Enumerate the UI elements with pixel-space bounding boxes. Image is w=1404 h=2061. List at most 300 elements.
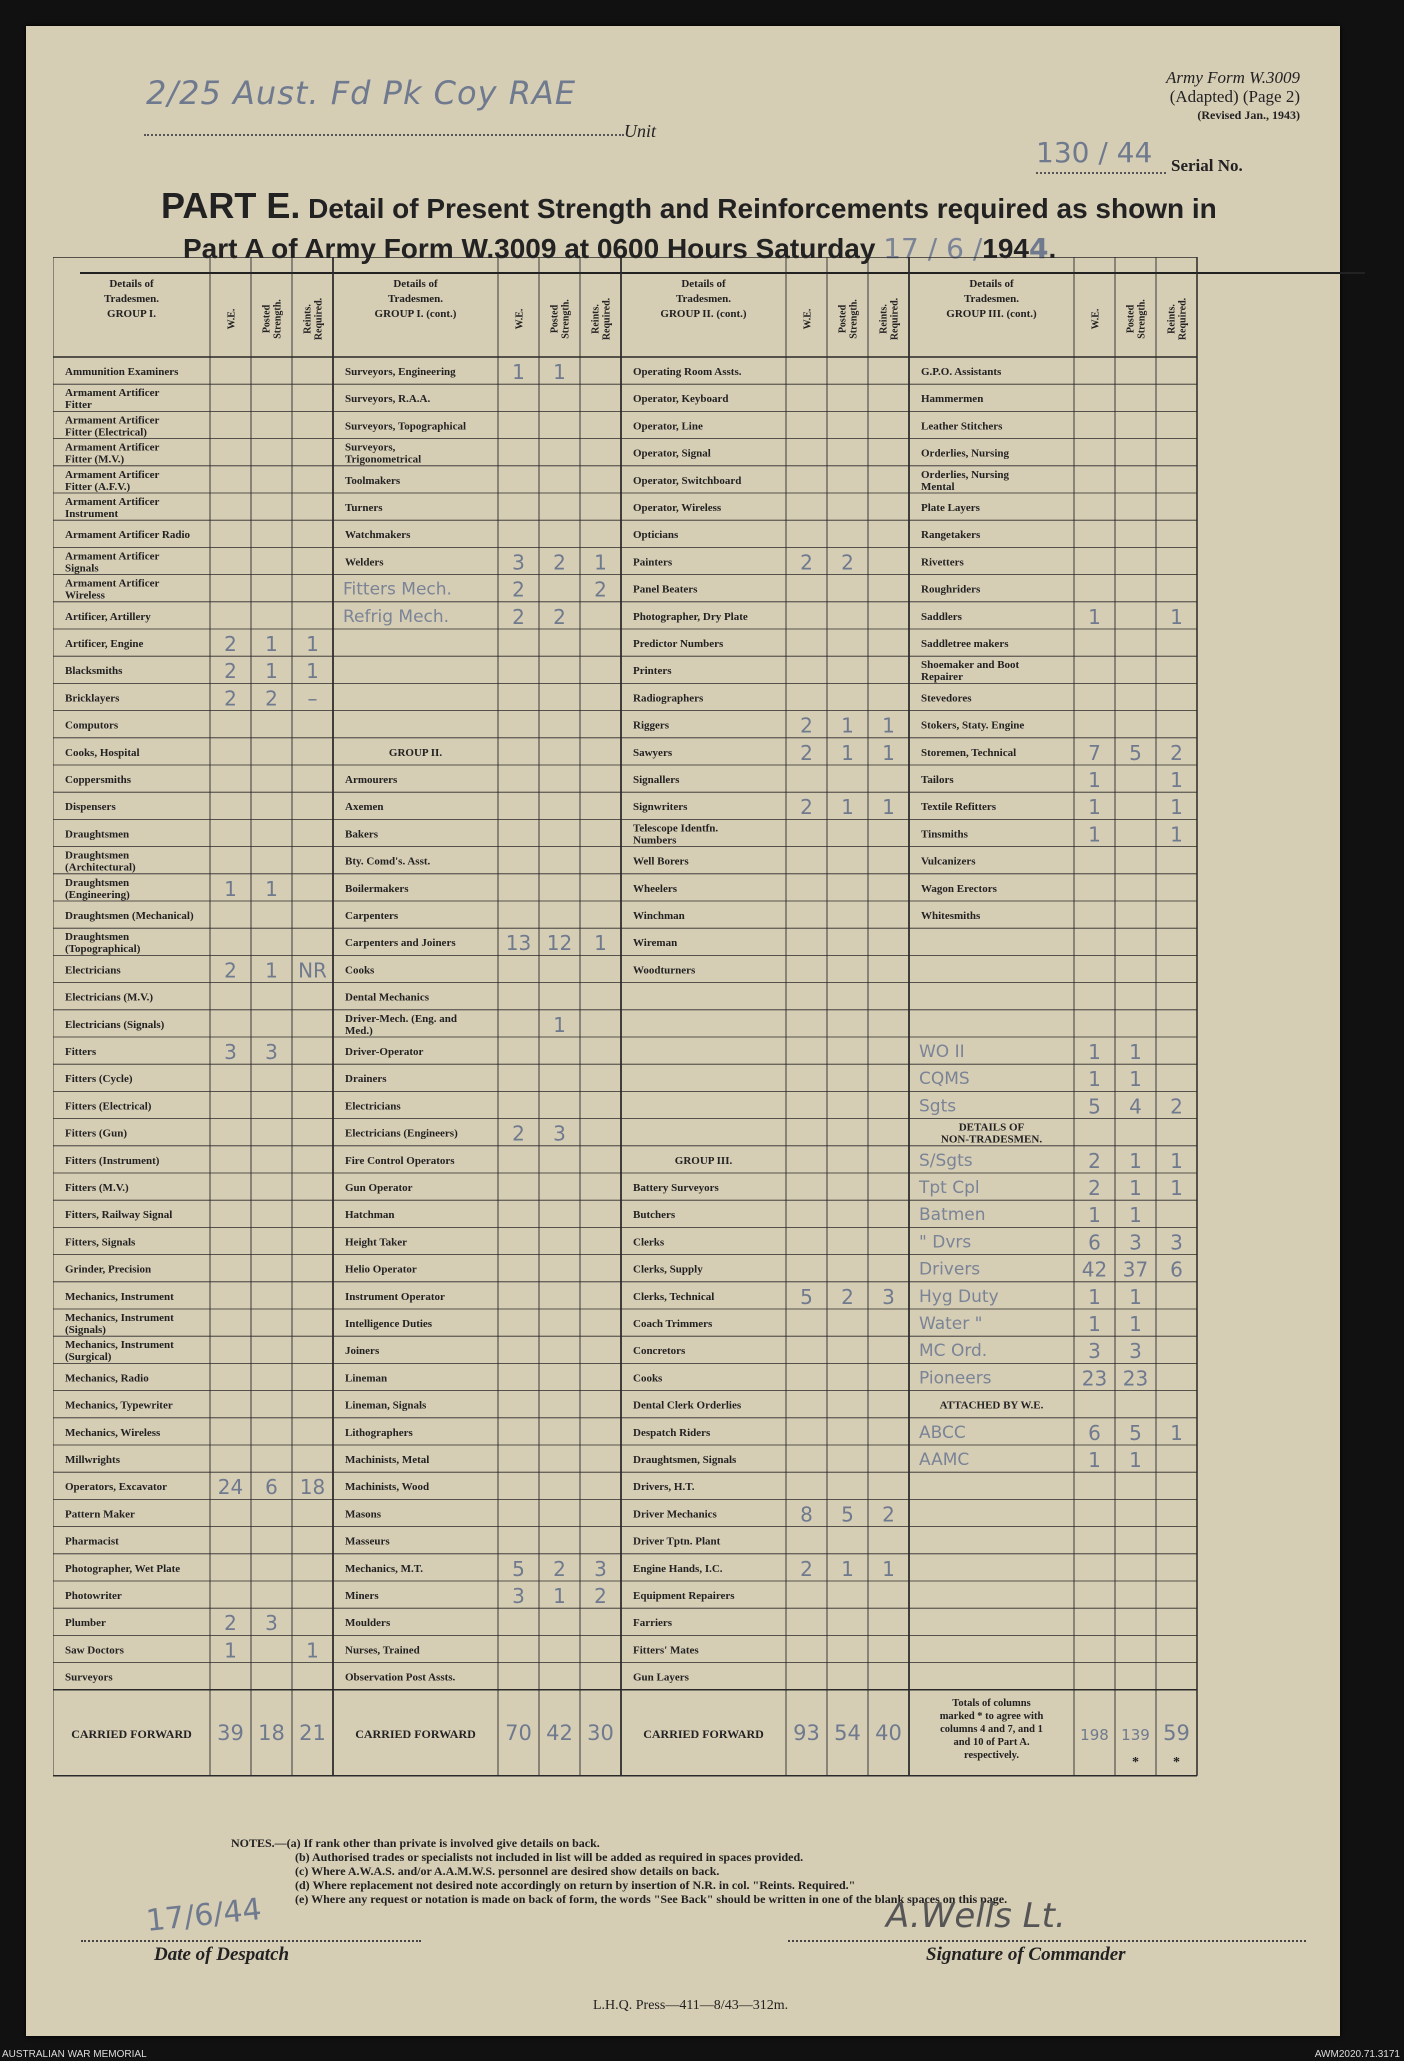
handwritten-label: S/Sgts (919, 1150, 973, 1171)
handwritten-value: 1 (1129, 1448, 1142, 1472)
trade-label: Concretors (633, 1345, 686, 1358)
handwritten-value: 2 (1170, 1094, 1183, 1119)
trade-label: (Signals) (65, 1324, 106, 1336)
unit-handwritten: 2/25 Aust. Fd Pk Coy RAE (146, 74, 577, 112)
serial-label: Serial No. (1171, 156, 1243, 175)
handwritten-value: 2 (800, 713, 813, 738)
trade-label: Opticians (633, 529, 679, 542)
trade-label: Wireman (633, 937, 678, 950)
trade-label: Wagon Erectors (921, 882, 997, 895)
handwritten-label: Water " (919, 1314, 983, 1334)
trade-label: Draughtsmen (Mechanical) (65, 910, 194, 922)
handwritten-value: 6 (1170, 1257, 1183, 1282)
column-header-rotated: Posted (261, 304, 273, 334)
trade-label: Storemen, Technical (921, 746, 1017, 759)
handwritten-value: 1 (265, 876, 278, 901)
trade-label: Signwriters (633, 801, 688, 814)
trade-label: Welders (345, 556, 384, 569)
handwritten-value: 2 (224, 1611, 237, 1636)
handwritten-value: 5 (512, 1556, 525, 1581)
trade-label: Gun Operator (345, 1182, 413, 1194)
trade-label: Signallers (633, 774, 680, 786)
handwritten-value: 1 (1088, 1067, 1101, 1092)
column-header-rotated: Strength. (560, 299, 572, 339)
trade-label: Equipment Repairers (633, 1590, 735, 1602)
handwritten-value: 1 (306, 1638, 319, 1663)
trade-label: Lineman (345, 1372, 388, 1385)
title-part: PART E. (161, 185, 301, 226)
group-heading: GROUP II. (388, 746, 443, 759)
column-header-label: Tradesmen. (963, 293, 1020, 305)
handwritten-value: 1 (1129, 1040, 1142, 1064)
trade-label: Mental (921, 480, 955, 493)
carried-forward-value: 18 (258, 1720, 285, 1745)
handwritten-value: 3 (512, 1584, 525, 1608)
serial-line (1036, 172, 1166, 174)
handwritten-value: 23 (1122, 1366, 1149, 1391)
handwritten-label: Tpt Cpl (919, 1178, 980, 1198)
carried-forward-value: 59 (1163, 1720, 1190, 1745)
trade-label: Clerks, Technical (633, 1290, 715, 1303)
trade-label: Mechanics, Typewriter (65, 1399, 173, 1412)
trade-label: Instrument Operator (345, 1290, 445, 1303)
trade-label: Battery Surveyors (633, 1182, 719, 1194)
title-year: 194 (982, 233, 1029, 264)
column-header-rotated: Strength. (272, 299, 284, 339)
handwritten-value: 1 (1170, 1176, 1183, 1200)
trade-label: Observation Post Assts. (345, 1671, 456, 1684)
despatch-line (81, 1940, 421, 1942)
trade-label: Tailors (921, 774, 954, 786)
trade-label: Fitters, Railway Signal (65, 1209, 173, 1222)
trade-label: Machinists, Metal (345, 1454, 430, 1466)
commander-signature: A.Wells Lt. (886, 1896, 1066, 1936)
handwritten-value: NR (298, 958, 327, 983)
trade-label: Armament Artificer Radio (65, 529, 191, 542)
handwritten-value: 1 (1088, 1040, 1101, 1064)
trade-label: Despatch Riders (633, 1426, 711, 1439)
trade-label: Plate Layers (921, 502, 980, 514)
column-header-label: Details of (681, 278, 726, 290)
note-c: (c) Where A.W.A.S. and/or A.A.M.W.S. personnel are desired show details on back. (295, 1864, 720, 1878)
trade-label: Lineman, Signals (345, 1399, 427, 1412)
column-header-rotated: Reints. (1166, 304, 1178, 334)
carried-forward-value: 39 (217, 1720, 244, 1745)
handwritten-label: Batmen (919, 1205, 986, 1226)
trade-label: Well Borers (633, 855, 689, 868)
handwritten-value: 2 (265, 686, 278, 711)
trade-label: Cooks, Hospital (65, 746, 140, 759)
trade-label: Textile Refitters (921, 801, 997, 814)
trade-label: Orderlies, Nursing (921, 447, 1009, 460)
handwritten-value: 12 (546, 931, 573, 956)
trade-label: Coach Trimmers (633, 1318, 713, 1330)
trade-label: Operating Room Assts. (633, 366, 742, 378)
trade-label: Engine Hands, I.C. (633, 1562, 723, 1575)
trade-label: Computors (65, 719, 119, 732)
trade-label: Artificer, Artillery (65, 610, 151, 623)
form-identifier (1166, 68, 1300, 125)
form-adapted: (Adapted) (Page 2) (1169, 87, 1300, 106)
handwritten-value: 2 (800, 1556, 813, 1581)
handwritten-value: 1 (512, 360, 525, 384)
column-header-rotated: W.E. (226, 308, 238, 330)
title-line2: Part A of Army Form W.3009 at 0600 Hours Saturday (183, 233, 876, 264)
trade-label: Operator, Line (633, 420, 703, 433)
trade-label: Fitters (65, 1046, 97, 1058)
trade-label: Masons (345, 1508, 382, 1521)
serial-handwritten: 130 / 44 (1036, 136, 1153, 169)
carried-forward-value: 30 (587, 1720, 614, 1745)
column-header-rotated: W.E. (802, 308, 814, 330)
trade-label: Draughtsmen (65, 876, 130, 889)
trade-label: Surveyors, R.A.A. (345, 393, 431, 406)
trade-label: Draughtsmen (65, 931, 130, 944)
trade-label: Photographer, Wet Plate (65, 1562, 181, 1575)
note-b: (b) Authorised trades or specialists not included in list will be added as required in spaces provided. (295, 1850, 804, 1864)
trade-label: Mechanics, Wireless (65, 1426, 161, 1439)
trade-label: Fitter (65, 399, 92, 412)
handwritten-value: 2 (594, 577, 607, 602)
trade-label: Intelligence Duties (345, 1318, 433, 1330)
trade-label: Pharmacist (65, 1535, 119, 1548)
handwritten-value: 1 (1088, 768, 1101, 792)
trade-label: Draughtsmen (65, 849, 130, 862)
trade-label: Lithographers (345, 1426, 413, 1439)
trade-label: Shoemaker and Boot (921, 659, 1020, 672)
trade-label: Gun Layers (633, 1671, 689, 1684)
trade-label: Hatchman (345, 1209, 395, 1222)
trade-label: Draughtsmen, Signals (633, 1454, 737, 1466)
handwritten-value: 1 (841, 795, 854, 820)
trade-label: Masseurs (345, 1535, 390, 1548)
handwritten-value: 1 (882, 740, 895, 765)
trade-label: Fitters, Signals (65, 1236, 136, 1249)
handwritten-value: 1 (1129, 1203, 1142, 1228)
handwritten-value: 1 (841, 1556, 854, 1581)
trade-label: Helio Operator (345, 1263, 417, 1276)
trade-label: Painters (633, 556, 673, 569)
trade-label: Armament Artificer (65, 550, 160, 563)
handwritten-value: 2 (1088, 1176, 1101, 1200)
trade-label: Electricians (345, 1100, 401, 1113)
trade-label: Operator, Signal (633, 447, 711, 460)
trade-label: Electricians (65, 964, 121, 977)
handwritten-value: 3 (265, 1611, 278, 1636)
handwritten-value: 2 (224, 686, 237, 711)
handwritten-value: 1 (1170, 795, 1183, 820)
carried-forward-label: CARRIED FORWARD (71, 1726, 192, 1741)
handwritten-value: 3 (265, 1040, 278, 1064)
handwritten-value: – (307, 686, 318, 711)
trade-label: Wheelers (633, 882, 677, 895)
trade-label: Leather Stitchers (921, 420, 1003, 433)
column-header-rotated: W.E. (1090, 308, 1102, 330)
handwritten-label: " Dvrs (919, 1232, 972, 1253)
handwritten-value: 2 (594, 1584, 607, 1608)
trade-label: Panel Beaters (633, 583, 698, 596)
trade-label: Instrument (65, 508, 119, 520)
handwritten-value: 2 (512, 577, 525, 602)
trade-label: Wireless (65, 589, 105, 602)
handwritten-label: Pioneers (919, 1368, 992, 1389)
carried-forward-value: 70 (505, 1720, 532, 1745)
handwritten-value: 3 (553, 1121, 566, 1146)
carried-forward-value: 42 (546, 1720, 573, 1745)
handwritten-value: 3 (594, 1556, 607, 1581)
handwritten-value: 2 (224, 958, 237, 983)
handwritten-label: Drivers (919, 1259, 981, 1280)
handwritten-value: 1 (553, 360, 566, 384)
note-e: (e) Where any request or notation is made on back of form, the words "See Back" should be written in one of the blank spaces on this page. (295, 1892, 1008, 1906)
trade-label: Mechanics, Instrument (65, 1339, 174, 1352)
group-heading: NON-TRADESMEN. (940, 1133, 1043, 1146)
column-header-rotated: Posted (1125, 304, 1137, 334)
column-header-rotated: Posted (549, 304, 561, 334)
trade-label: Butchers (633, 1209, 676, 1222)
trade-label: Numbers (633, 834, 677, 847)
trade-label: Bty. Comd's. Asst. (345, 855, 431, 868)
trade-label: Saw Doctors (65, 1644, 124, 1657)
carried-forward-value: 54 (834, 1720, 861, 1745)
column-header-label: GROUP II. (cont.) (660, 308, 747, 320)
trade-label: Photographer, Dry Plate (633, 610, 748, 623)
handwritten-value: 6 (1088, 1230, 1101, 1255)
column-header-rotated: Strength. (1136, 299, 1148, 339)
trade-label: Saddlers (921, 610, 962, 623)
handwritten-value: 1 (1170, 604, 1183, 629)
trade-label: (Architectural) (65, 861, 136, 874)
handwritten-value: 13 (505, 931, 532, 956)
trade-label: Printers (633, 665, 672, 678)
column-header-label: Tradesmen. (103, 293, 160, 305)
handwritten-label: Fitters Mech. (343, 579, 452, 600)
handwritten-value: 2 (512, 1121, 525, 1146)
handwritten-value: 2 (1088, 1148, 1101, 1173)
handwritten-value: 1 (841, 713, 854, 738)
totals-note: marked * to agree with (939, 1710, 1044, 1722)
group-heading: ATTACHED BY W.E. (939, 1399, 1044, 1412)
trade-label: Armament Artificer (65, 468, 160, 481)
handwritten-value: 7 (1088, 740, 1101, 765)
trade-label: Signals (65, 562, 99, 575)
trade-label: Saddletree makers (921, 638, 1009, 650)
trade-label: Grinder, Precision (65, 1263, 152, 1276)
handwritten-label: Hyg Duty (919, 1286, 999, 1307)
handwritten-label: MC Ord. (919, 1341, 988, 1362)
handwritten-value: 6 (1088, 1420, 1101, 1445)
trade-label: Coppersmiths (65, 774, 132, 786)
handwritten-value: 5 (1129, 740, 1142, 765)
trade-label: Fitter (Electrical) (65, 426, 147, 439)
trade-label: Height Taker (345, 1236, 408, 1249)
trade-label: Mechanics, M.T. (345, 1562, 424, 1575)
handwritten-label: WO II (919, 1042, 965, 1062)
unit-label: Unit (624, 121, 657, 141)
trade-label: Machinists, Wood (345, 1481, 430, 1494)
trade-label: Ammunition Examiners (65, 366, 179, 378)
handwritten-value: 1 (1088, 1203, 1101, 1228)
trade-label: Bricklayers (65, 692, 120, 705)
trade-label: Surveyors, (345, 441, 396, 454)
handwritten-value: 2 (800, 740, 813, 765)
handwritten-value: 5 (800, 1284, 813, 1309)
carried-forward-value: 40 (875, 1720, 902, 1745)
unit-line (144, 134, 624, 136)
trade-label: Driver Mechanics (633, 1508, 717, 1521)
trade-label: Fitters (Cycle) (65, 1073, 133, 1086)
column-header-rotated: Required. (313, 297, 325, 341)
handwritten-value: 5 (1088, 1094, 1101, 1119)
trade-label: Tinsmiths (921, 828, 968, 841)
handwritten-value: 1 (882, 795, 895, 820)
trade-label: Turners (345, 502, 383, 514)
note-a: NOTES.—(a) If rank other than private is involved give details on back. (231, 1836, 600, 1850)
trade-label: Stokers, Staty. Engine (921, 719, 1025, 732)
handwritten-value: 1 (1170, 768, 1183, 792)
handwritten-value: 2 (553, 1556, 566, 1581)
handwritten-value: 2 (882, 1502, 895, 1527)
trade-label: Joiners (345, 1345, 380, 1358)
trade-label: Miners (345, 1590, 379, 1602)
trade-label: Fitter (M.V.) (65, 453, 125, 466)
handwritten-value: 1 (1088, 1312, 1101, 1336)
trade-label: Radiographers (633, 692, 704, 705)
trade-label: Armament Artificer (65, 441, 160, 454)
trade-label: Electricians (Engineers) (345, 1127, 458, 1140)
trade-label: Watchmakers (345, 529, 411, 542)
trade-label: Millwrights (65, 1454, 120, 1466)
trade-label: Mechanics, Radio (65, 1372, 149, 1385)
totals-note: respectively. (964, 1749, 1019, 1761)
column-header-rotated: Reints. (302, 304, 314, 334)
handwritten-value: 3 (512, 550, 525, 575)
awm-credit: AUSTRALIAN WAR MEMORIAL (2, 2049, 147, 2060)
page-title: PART E. Detail of Present Strength and Reinforcements required as shown in Part A of Army Form W.3009 at 0600 Hours Saturday 17 / 6 /1944. (161, 185, 1217, 265)
trade-label: Fitters (Gun) (65, 1127, 128, 1140)
trade-label: Winchman (633, 910, 685, 922)
handwritten-label: AAMC (919, 1450, 970, 1470)
handwritten-value: 1 (841, 740, 854, 765)
trade-label: Operator, Keyboard (633, 393, 729, 406)
trade-label: Trigonometrical (345, 453, 422, 466)
handwritten-value: 1 (553, 1012, 566, 1037)
trade-label: Roughriders (921, 583, 981, 596)
trade-label: Operator, Switchboard (633, 474, 742, 487)
trade-label: Fitters' Mates (633, 1644, 699, 1657)
trade-label: Bakers (345, 828, 378, 841)
trade-label: Dental Mechanics (345, 991, 430, 1004)
trade-label: Med.) (345, 1024, 373, 1037)
trade-label: Armament Artificer (65, 496, 160, 508)
handwritten-value: 1 (1088, 604, 1101, 629)
strength-table (53, 257, 1336, 1808)
trade-label: G.P.O. Assistants (921, 366, 1002, 378)
column-header-label: Details of (969, 278, 1014, 290)
totals-note: and 10 of Part A. (953, 1736, 1030, 1748)
handwritten-value: 1 (1129, 1176, 1142, 1200)
column-header-label: GROUP I. (107, 308, 156, 320)
handwritten-value: 2 (512, 604, 525, 629)
trade-label: Toolmakers (345, 474, 401, 487)
trade-label: Riggers (633, 719, 670, 732)
handwritten-label: Sgts (919, 1096, 957, 1117)
title-line1: Detail of Present Strength and Reinforcements required as shown in (308, 193, 1217, 224)
total-star: * (1132, 1754, 1139, 1770)
handwritten-value: 3 (1129, 1339, 1142, 1364)
trade-label: Mechanics, Instrument (65, 1290, 174, 1303)
trade-label: (Surgical) (65, 1351, 112, 1364)
trade-label: Electricians (Signals) (65, 1018, 165, 1031)
handwritten-value: 18 (299, 1475, 326, 1500)
trade-label: Pattern Maker (65, 1508, 135, 1521)
handwritten-value: 1 (224, 876, 237, 901)
column-header-rotated: W.E. (514, 308, 526, 330)
handwritten-value: 6 (265, 1475, 278, 1500)
handwritten-value: 1 (224, 1638, 237, 1663)
trade-label: Surveyors, Engineering (345, 366, 456, 378)
trade-label: Drainers (345, 1073, 387, 1086)
trade-label: Rivetters (921, 556, 964, 569)
year-suffix-handwritten: 4 (1028, 232, 1049, 265)
column-header-rotated: Posted (837, 304, 849, 334)
trade-label: Fitter (A.F.V.) (65, 480, 131, 493)
trade-label: Clerks (633, 1236, 665, 1249)
column-header-label: Details of (393, 278, 438, 290)
column-header-rotated: Reints. (878, 304, 890, 334)
trade-label: Plumber (65, 1617, 106, 1630)
handwritten-value: 2 (224, 632, 237, 656)
handwritten-label: Refrig Mech. (343, 606, 450, 627)
despatch-label: Date of Despatch (154, 1944, 290, 1965)
handwritten-value: 3 (224, 1040, 237, 1064)
handwritten-value: 42 (1081, 1257, 1108, 1282)
column-header-rotated: Reints. (590, 304, 602, 334)
trade-label: Operator, Wireless (633, 502, 722, 514)
form-name: Army Form W.3009 (1166, 68, 1300, 87)
handwritten-value: 5 (1129, 1420, 1142, 1445)
trade-label: Hammermen (921, 393, 984, 406)
trade-label: Sawyers (633, 746, 673, 759)
handwritten-value: 2 (553, 550, 566, 575)
trade-label: Driver-Mech. (Eng. and (345, 1012, 458, 1025)
handwritten-value: 2 (800, 550, 813, 575)
trade-label: Nurses, Trained (345, 1644, 420, 1657)
trade-label: Armament Artificer (65, 577, 160, 590)
handwritten-value: 1 (306, 659, 319, 684)
handwritten-value: 1 (594, 931, 607, 956)
carried-forward-value: 198 (1080, 1725, 1109, 1744)
handwritten-value: 1 (1170, 1420, 1183, 1445)
trade-label: Driver-Operator (345, 1046, 424, 1058)
trade-label: Repairer (921, 671, 963, 684)
handwritten-value: 1 (1129, 1284, 1142, 1309)
handwritten-value: 1 (1170, 822, 1183, 847)
total-star: * (1173, 1754, 1180, 1770)
trade-label: Farriers (633, 1617, 673, 1630)
trade-label: Blacksmiths (65, 665, 123, 678)
handwritten-value: 1 (306, 632, 319, 656)
handwritten-value: 1 (1088, 822, 1101, 847)
trade-label: Dispensers (65, 801, 116, 814)
awm-id: AWM2020.71.3171 (1314, 2049, 1400, 2060)
column-header-rotated: Required. (1177, 297, 1189, 341)
signature-label: Signature of Commander (926, 1944, 1126, 1965)
handwritten-value: 2 (800, 795, 813, 820)
handwritten-value: 1 (265, 659, 278, 684)
trade-label: Cooks (345, 964, 375, 977)
trade-label: Mechanics, Instrument (65, 1312, 174, 1324)
